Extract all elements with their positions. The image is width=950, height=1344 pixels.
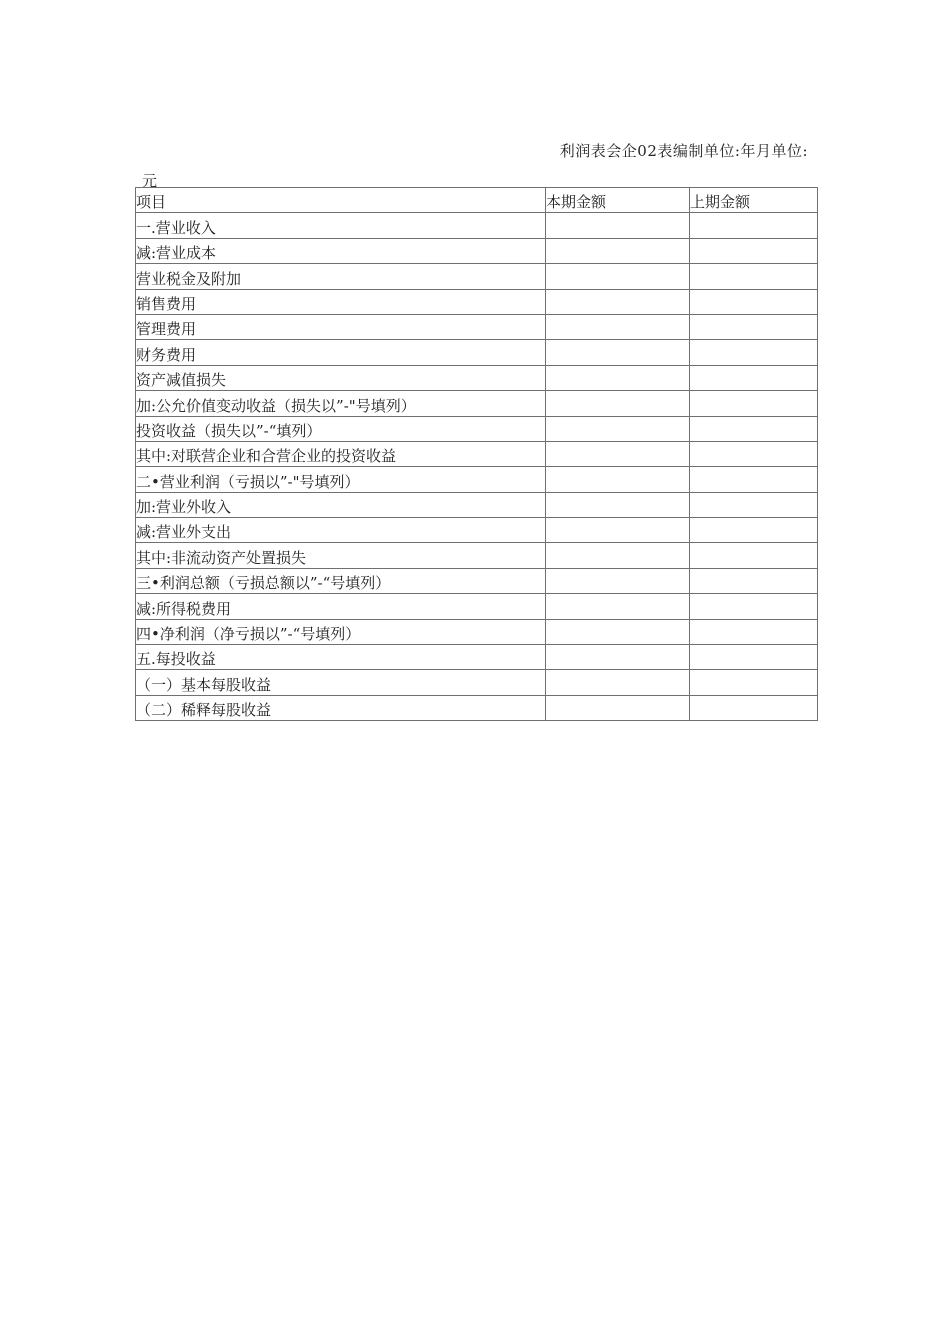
table-row	[136, 695, 818, 720]
row-label: （二）稀释每股收益	[136, 695, 546, 720]
current-amount-cell	[546, 314, 690, 339]
table-row	[136, 365, 818, 390]
current-amount-cell	[546, 213, 690, 238]
previous-amount-cell	[690, 365, 818, 390]
current-amount-cell	[546, 365, 690, 390]
column-header-previous-period: 上期金额	[690, 188, 818, 213]
income-statement-table	[135, 187, 818, 721]
row-label: 资产减值损失	[136, 365, 546, 390]
current-amount-cell	[546, 238, 690, 263]
table-row	[136, 289, 818, 314]
previous-amount-cell	[690, 264, 818, 289]
row-label: 减:营业成本	[136, 238, 546, 263]
row-label: 减:营业外支出	[136, 518, 546, 543]
table-row	[136, 238, 818, 263]
current-amount-cell	[546, 467, 690, 492]
current-amount-cell	[546, 670, 690, 695]
previous-amount-cell	[690, 289, 818, 314]
table-row	[136, 492, 818, 517]
row-label: 销售费用	[136, 289, 546, 314]
table-row	[136, 416, 818, 441]
table-row	[136, 645, 818, 670]
report-title-line: 利润表会企02表编制单位:年月单位:	[559, 142, 808, 160]
previous-amount-cell	[690, 543, 818, 568]
previous-amount-cell	[690, 467, 818, 492]
column-header-current-period: 本期金额	[546, 188, 690, 213]
row-label: 减:所得税费用	[136, 594, 546, 619]
table-row	[136, 619, 818, 644]
current-amount-cell	[546, 441, 690, 466]
current-amount-cell	[546, 695, 690, 720]
table-row	[136, 594, 818, 619]
previous-amount-cell	[690, 213, 818, 238]
table-row	[136, 391, 818, 416]
previous-amount-cell	[690, 619, 818, 644]
row-label: 其中:对联营企业和合营企业的投资收益	[136, 441, 546, 466]
previous-amount-cell	[690, 314, 818, 339]
row-label: 财务费用	[136, 340, 546, 365]
row-label: 一.营业收入	[136, 213, 546, 238]
previous-amount-cell	[690, 518, 818, 543]
table-row	[136, 568, 818, 593]
current-amount-cell	[546, 619, 690, 644]
previous-amount-cell	[690, 594, 818, 619]
row-label: （一）基本每股收益	[136, 670, 546, 695]
previous-amount-cell	[690, 441, 818, 466]
row-label: 营业税金及附加	[136, 264, 546, 289]
table-header-row	[136, 188, 818, 213]
current-amount-cell	[546, 594, 690, 619]
row-label: 四•净利润（净亏损以”-“号填列）	[136, 619, 546, 644]
current-amount-cell	[546, 568, 690, 593]
previous-amount-cell	[690, 670, 818, 695]
table-row	[136, 467, 818, 492]
current-amount-cell	[546, 416, 690, 441]
row-label: 加:公允价值变动收益（损失以”-"号填列）	[136, 391, 546, 416]
table-row	[136, 213, 818, 238]
row-label: 投资收益（损失以”-“填列）	[136, 416, 546, 441]
current-amount-cell	[546, 340, 690, 365]
row-label: 二•营业利润（亏损以”-"号填列）	[136, 467, 546, 492]
current-amount-cell	[546, 543, 690, 568]
previous-amount-cell	[690, 391, 818, 416]
table-row	[136, 670, 818, 695]
column-header-item: 项目	[136, 188, 546, 213]
table-row	[136, 264, 818, 289]
current-amount-cell	[546, 518, 690, 543]
table-row	[136, 340, 818, 365]
row-label: 三•利润总额（亏损总额以”-“号填列）	[136, 568, 546, 593]
table-row	[136, 314, 818, 339]
current-amount-cell	[546, 289, 690, 314]
previous-amount-cell	[690, 238, 818, 263]
current-amount-cell	[546, 391, 690, 416]
previous-amount-cell	[690, 695, 818, 720]
current-amount-cell	[546, 264, 690, 289]
previous-amount-cell	[690, 492, 818, 517]
previous-amount-cell	[690, 340, 818, 365]
previous-amount-cell	[690, 416, 818, 441]
table-row	[136, 441, 818, 466]
table-row	[136, 543, 818, 568]
table-row	[136, 518, 818, 543]
current-amount-cell	[546, 492, 690, 517]
current-amount-cell	[546, 645, 690, 670]
previous-amount-cell	[690, 568, 818, 593]
row-label: 五.每投收益	[136, 645, 546, 670]
currency-unit: 元	[142, 172, 158, 190]
row-label: 管理费用	[136, 314, 546, 339]
row-label: 其中:非流动资产处置损失	[136, 543, 546, 568]
row-label: 加:营业外收入	[136, 492, 546, 517]
previous-amount-cell	[690, 645, 818, 670]
